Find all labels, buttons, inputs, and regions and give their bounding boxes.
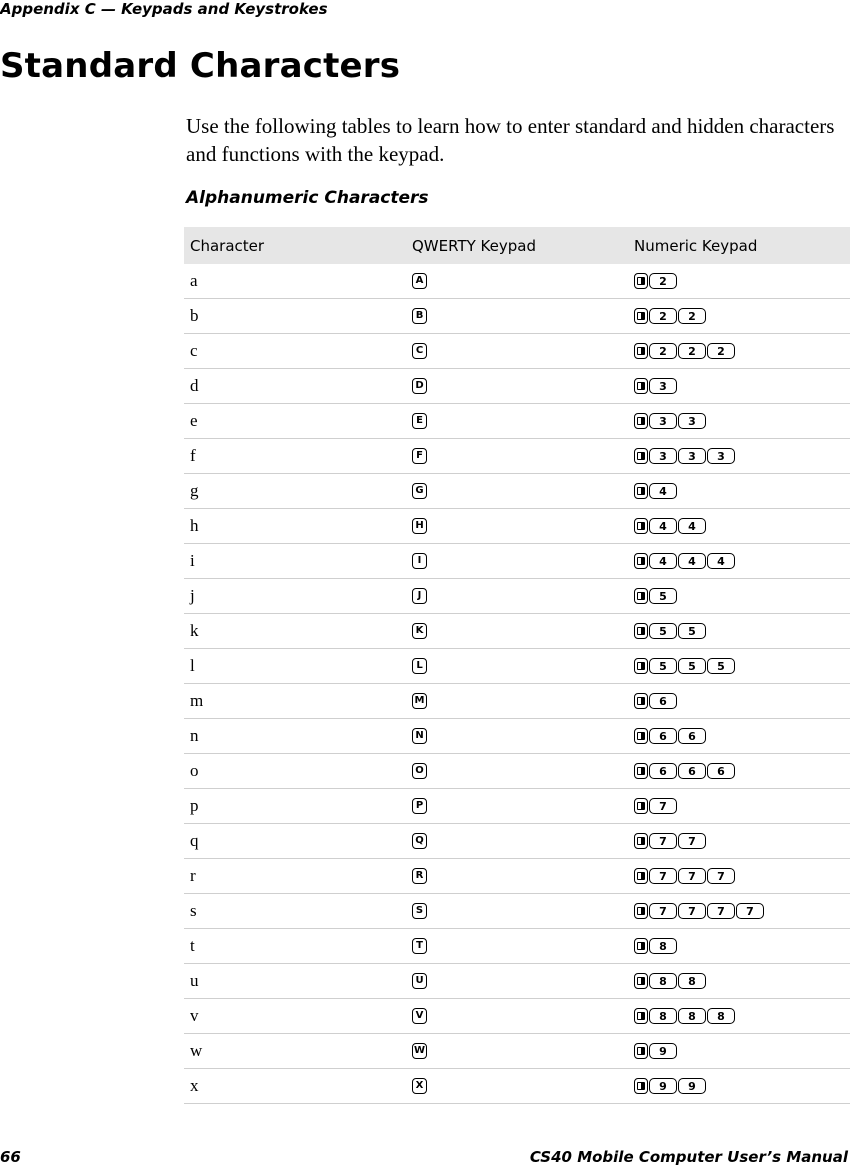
character-cell: u <box>190 971 199 990</box>
character-cell: t <box>190 936 195 955</box>
numeric-key: 5 <box>649 588 677 604</box>
numeric-key: 7 <box>707 868 735 884</box>
character-cell: k <box>190 621 199 640</box>
function-key-icon <box>634 833 648 849</box>
function-key-icon <box>634 973 648 989</box>
qwerty-key: F <box>412 448 427 464</box>
qwerty-keystroke-cell <box>406 308 628 324</box>
qwerty-key: D <box>412 378 427 394</box>
numeric-keystroke-cell <box>628 868 850 884</box>
numeric-keystroke-cell <box>628 378 850 394</box>
qwerty-keystroke-cell <box>406 938 628 954</box>
page-title: Standard Characters <box>0 46 401 86</box>
numeric-key: 7 <box>678 833 706 849</box>
numeric-keystroke-cell <box>628 973 850 989</box>
qwerty-key: A <box>412 273 427 289</box>
qwerty-keystroke-cell <box>406 518 628 534</box>
qwerty-keystroke-cell <box>406 413 628 429</box>
numeric-keystroke-cell <box>628 833 850 849</box>
qwerty-keystroke-cell <box>406 588 628 604</box>
character-cell: h <box>190 516 199 535</box>
numeric-keystroke-cell <box>628 273 850 289</box>
qwerty-keystroke-cell <box>406 693 628 709</box>
character-cell: d <box>190 376 199 395</box>
running-header: Appendix C — Keypads and Keystrokes <box>0 0 328 18</box>
qwerty-key: E <box>412 413 427 429</box>
numeric-key: 4 <box>707 553 735 569</box>
numeric-key: 3 <box>649 413 677 429</box>
function-key-icon <box>634 378 648 394</box>
table-row <box>184 754 850 789</box>
character-cell: p <box>190 796 199 815</box>
numeric-keystroke-cell <box>628 1078 850 1094</box>
column-header-numeric: Numeric Keypad <box>634 236 758 255</box>
manual-title: CS40 Mobile Computer User’s Manual <box>529 1148 848 1166</box>
table-row <box>184 649 850 684</box>
function-key-icon <box>634 343 648 359</box>
numeric-key: 4 <box>649 553 677 569</box>
table-row <box>184 684 850 719</box>
qwerty-keystroke-cell <box>406 763 628 779</box>
numeric-keystroke-cell <box>628 413 850 429</box>
qwerty-keystroke-cell <box>406 868 628 884</box>
numeric-key: 6 <box>678 763 706 779</box>
qwerty-key: P <box>412 798 427 814</box>
table-row <box>184 964 850 999</box>
character-cell: s <box>190 901 197 920</box>
qwerty-key: W <box>412 1043 427 1059</box>
numeric-keystroke-cell <box>628 1043 850 1059</box>
character-cell: j <box>190 586 195 605</box>
qwerty-key: B <box>412 308 427 324</box>
numeric-key: 7 <box>649 868 677 884</box>
numeric-key: 3 <box>678 448 706 464</box>
table-row <box>184 929 850 964</box>
numeric-key: 7 <box>649 903 677 919</box>
qwerty-keystroke-cell <box>406 903 628 919</box>
numeric-keystroke-cell <box>628 693 850 709</box>
qwerty-key: C <box>412 343 427 359</box>
numeric-key: 7 <box>678 903 706 919</box>
qwerty-keystroke-cell <box>406 553 628 569</box>
function-key-icon <box>634 588 648 604</box>
character-cell: o <box>190 761 199 780</box>
table-row <box>184 824 850 859</box>
numeric-keystroke-cell <box>628 518 850 534</box>
qwerty-key: Q <box>412 833 427 849</box>
character-cell: q <box>190 831 199 850</box>
qwerty-key: N <box>412 728 427 744</box>
numeric-key: 8 <box>649 1008 677 1024</box>
numeric-key: 8 <box>707 1008 735 1024</box>
character-cell: v <box>190 1006 199 1025</box>
numeric-key: 3 <box>649 378 677 394</box>
qwerty-key: G <box>412 483 427 499</box>
function-key-icon <box>634 1078 648 1094</box>
function-key-icon <box>634 938 648 954</box>
numeric-key: 9 <box>649 1078 677 1094</box>
numeric-keystroke-cell <box>628 343 850 359</box>
table-row <box>184 544 850 579</box>
function-key-icon <box>634 868 648 884</box>
qwerty-key: I <box>412 553 427 569</box>
function-key-icon <box>634 623 648 639</box>
numeric-keystroke-cell <box>628 798 850 814</box>
numeric-keystroke-cell <box>628 483 850 499</box>
qwerty-keystroke-cell <box>406 273 628 289</box>
numeric-key: 2 <box>678 343 706 359</box>
table-row <box>184 999 850 1034</box>
numeric-key: 6 <box>707 763 735 779</box>
numeric-keystroke-cell <box>628 553 850 569</box>
character-cell: l <box>190 656 195 675</box>
numeric-key: 4 <box>678 553 706 569</box>
qwerty-key: U <box>412 973 427 989</box>
numeric-key: 9 <box>678 1078 706 1094</box>
table-header <box>184 227 850 264</box>
numeric-key: 2 <box>707 343 735 359</box>
character-cell: g <box>190 481 199 500</box>
qwerty-keystroke-cell <box>406 448 628 464</box>
qwerty-keystroke-cell <box>406 973 628 989</box>
qwerty-keystroke-cell <box>406 658 628 674</box>
numeric-key: 4 <box>649 483 677 499</box>
numeric-key: 5 <box>707 658 735 674</box>
numeric-key: 3 <box>678 413 706 429</box>
numeric-keystroke-cell <box>628 623 850 639</box>
numeric-key: 8 <box>649 973 677 989</box>
numeric-key: 6 <box>649 763 677 779</box>
function-key-icon <box>634 308 648 324</box>
table-row <box>184 1069 850 1104</box>
qwerty-key: S <box>412 903 427 919</box>
numeric-key: 7 <box>649 798 677 814</box>
numeric-key: 5 <box>678 658 706 674</box>
numeric-key: 8 <box>649 938 677 954</box>
table-row <box>184 894 850 929</box>
qwerty-keystroke-cell <box>406 378 628 394</box>
page-number: 66 <box>0 1148 21 1166</box>
numeric-keystroke-cell <box>628 903 850 919</box>
qwerty-keystroke-cell <box>406 343 628 359</box>
function-key-icon <box>634 903 648 919</box>
table-row <box>184 404 850 439</box>
character-cell: w <box>190 1041 203 1060</box>
numeric-keystroke-cell <box>628 308 850 324</box>
qwerty-key: R <box>412 868 427 884</box>
numeric-key: 8 <box>678 973 706 989</box>
qwerty-keystroke-cell <box>406 728 628 744</box>
qwerty-key: H <box>412 518 427 534</box>
character-cell: i <box>190 551 195 570</box>
qwerty-key: V <box>412 1008 427 1024</box>
table-body <box>184 264 850 1104</box>
character-cell: x <box>190 1076 199 1095</box>
function-key-icon <box>634 483 648 499</box>
qwerty-keystroke-cell <box>406 1008 628 1024</box>
numeric-key: 3 <box>649 448 677 464</box>
table-row <box>184 1034 850 1069</box>
table-row <box>184 334 850 369</box>
qwerty-keystroke-cell <box>406 833 628 849</box>
function-key-icon <box>634 448 648 464</box>
numeric-key: 5 <box>649 623 677 639</box>
numeric-key: 5 <box>649 658 677 674</box>
numeric-key: 2 <box>649 343 677 359</box>
character-cell: m <box>190 691 204 710</box>
numeric-keystroke-cell <box>628 588 850 604</box>
numeric-key: 6 <box>678 728 706 744</box>
numeric-key: 2 <box>649 308 677 324</box>
numeric-keystroke-cell <box>628 1008 850 1024</box>
table-row <box>184 509 850 544</box>
function-key-icon <box>634 1008 648 1024</box>
numeric-key: 4 <box>678 518 706 534</box>
column-header-character: Character <box>190 236 265 255</box>
function-key-icon <box>634 518 648 534</box>
qwerty-key: J <box>412 588 427 604</box>
numeric-keystroke-cell <box>628 658 850 674</box>
numeric-key: 2 <box>678 308 706 324</box>
numeric-key: 4 <box>649 518 677 534</box>
table-row <box>184 789 850 824</box>
numeric-keystroke-cell <box>628 938 850 954</box>
function-key-icon <box>634 693 648 709</box>
numeric-key: 3 <box>707 448 735 464</box>
qwerty-key: M <box>412 693 427 709</box>
table-row <box>184 579 850 614</box>
numeric-keystroke-cell <box>628 728 850 744</box>
character-cell: a <box>190 271 198 290</box>
intro-paragraph: Use the following tables to learn how to enter standard and hidden characters and functions with the keypad. <box>186 114 835 166</box>
function-key-icon <box>634 763 648 779</box>
table-row <box>184 439 850 474</box>
function-key-icon <box>634 728 648 744</box>
numeric-keystroke-cell <box>628 448 850 464</box>
character-cell: e <box>190 411 198 430</box>
numeric-key: 2 <box>649 273 677 289</box>
qwerty-keystroke-cell <box>406 798 628 814</box>
qwerty-keystroke-cell <box>406 1078 628 1094</box>
table-row <box>184 369 850 404</box>
numeric-key: 6 <box>649 728 677 744</box>
qwerty-key: X <box>412 1078 427 1094</box>
numeric-key: 7 <box>678 868 706 884</box>
table-row <box>184 719 850 754</box>
numeric-key: 6 <box>649 693 677 709</box>
table-row <box>184 859 850 894</box>
numeric-keystroke-cell <box>628 763 850 779</box>
qwerty-keystroke-cell <box>406 623 628 639</box>
qwerty-key: T <box>412 938 427 954</box>
qwerty-key: O <box>412 763 427 779</box>
numeric-key: 9 <box>649 1043 677 1059</box>
function-key-icon <box>634 1043 648 1059</box>
qwerty-keystroke-cell <box>406 1043 628 1059</box>
character-cell: c <box>190 341 198 360</box>
function-key-icon <box>634 798 648 814</box>
function-key-icon <box>634 273 648 289</box>
function-key-icon <box>634 658 648 674</box>
qwerty-keystroke-cell <box>406 483 628 499</box>
character-cell: b <box>190 306 199 325</box>
character-cell: n <box>190 726 199 745</box>
character-cell: f <box>190 446 196 465</box>
table-row <box>184 614 850 649</box>
function-key-icon <box>634 413 648 429</box>
numeric-key: 7 <box>707 903 735 919</box>
numeric-key: 7 <box>649 833 677 849</box>
function-key-icon <box>634 553 648 569</box>
character-cell: r <box>190 866 196 885</box>
alphanumeric-table <box>184 227 850 1104</box>
table-row <box>184 474 850 509</box>
section-title: Alphanumeric Characters <box>186 188 429 208</box>
table-row <box>184 264 850 299</box>
numeric-key: 7 <box>736 903 764 919</box>
numeric-key: 8 <box>678 1008 706 1024</box>
column-header-qwerty: QWERTY Keypad <box>412 236 536 255</box>
numeric-key: 5 <box>678 623 706 639</box>
qwerty-key: L <box>412 658 427 674</box>
qwerty-key: K <box>412 623 427 639</box>
table-row <box>184 299 850 334</box>
